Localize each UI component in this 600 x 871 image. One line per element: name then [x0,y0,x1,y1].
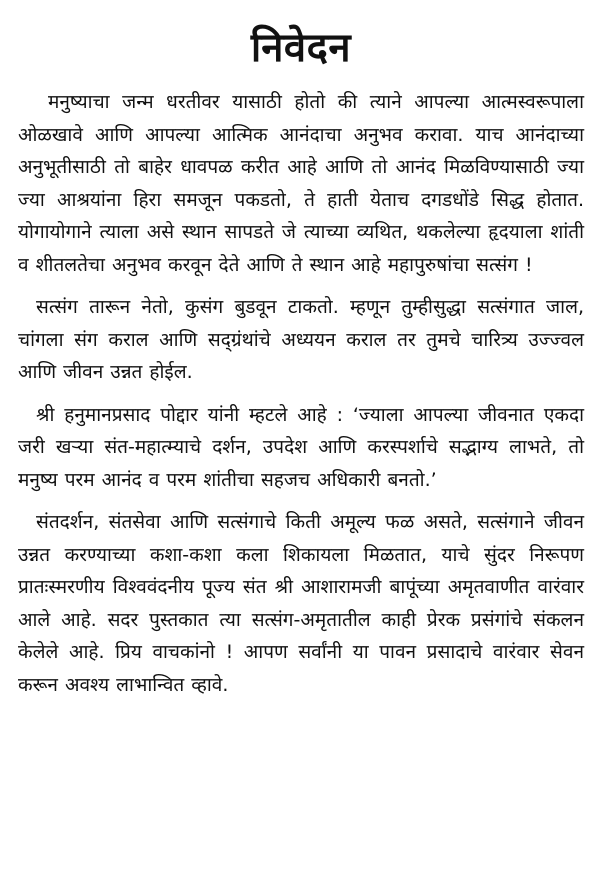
paragraph-3: श्री हनुमानप्रसाद पोद्दार यांनी म्हटले आहे : ‘ज्याला आपल्या जीवनात एकदा जरी खऱ्या संत-महात्म्याचे दर्शन, उपदेश आणि करस्पर्शाचे सद्भाग्य लाभते, तो मनुष्य परम आनंद व परम शांतीचा सहजच अधिकारी बनतो.’ [18,403,584,491]
paragraph-2: सत्संग तारून नेतो, कुसंग बुडवून टाकतो. म्हणून तुम्हीसुद्धा सत्संगात जाल, चांगला संग कराल आणि सद्ग्रंथांचे अध्ययन कराल तर तुमचे चारित्र्य उज्ज्वल आणि जीवन उन्नत होईल. [18,296,584,383]
document-page [18,22,584,858]
page-title: निवेदन [250,25,352,71]
paragraph-1: मनुष्याचा जन्म धरतीवर यासाठी होतो की त्याने आपल्या आत्मस्वरूपाला ओळखावे आणि आपल्या आत्मिक आनंदाचा अनुभव करावा. याच आनंदाच्या अनुभूतीसाठी तो बाहेर धावपळ करीत आहे आणि तो आनंद मिळविण्यासाठी ज्या ज्या आश्रयांना हिरा समजून पकडतो, ते हाती येताच दगडधोंडे सिद्ध होतात. योगायोगाने त्याला असे स्थान सापडते जे त्याच्या व्यथित, थकलेल्या हृदयाला शांती व शीतलतेचा अनुभव करवून देते आणि ते स्थान आहे महापुरुषांचा सत्संग ! [18,91,584,276]
paragraph-4: संतदर्शन, संतसेवा आणि सत्संगाचे किती अमूल्य फळ असते, सत्संगाने जीवन उन्नत करण्याच्या कशा-कशा कला शिकायला मिळतात, याचे सुंदर निरूपण प्रातःस्मरणीय विश्ववंदनीय पूज्य संत श्री आशारामजी बापूंच्या अमृतवाणीत वारंवार आले आहे. सदर पुस्तकात त्या सत्संग-अमृतातील काही प्रेरक प्रसंगांचे संकलन केलेले आहे. प्रिय वाचकांनो ! आपण सर्वांनी या पावन प्रसादाचे वारंवार सेवन करून अवश्य लाभान्वित व्हावे. [18,511,584,696]
